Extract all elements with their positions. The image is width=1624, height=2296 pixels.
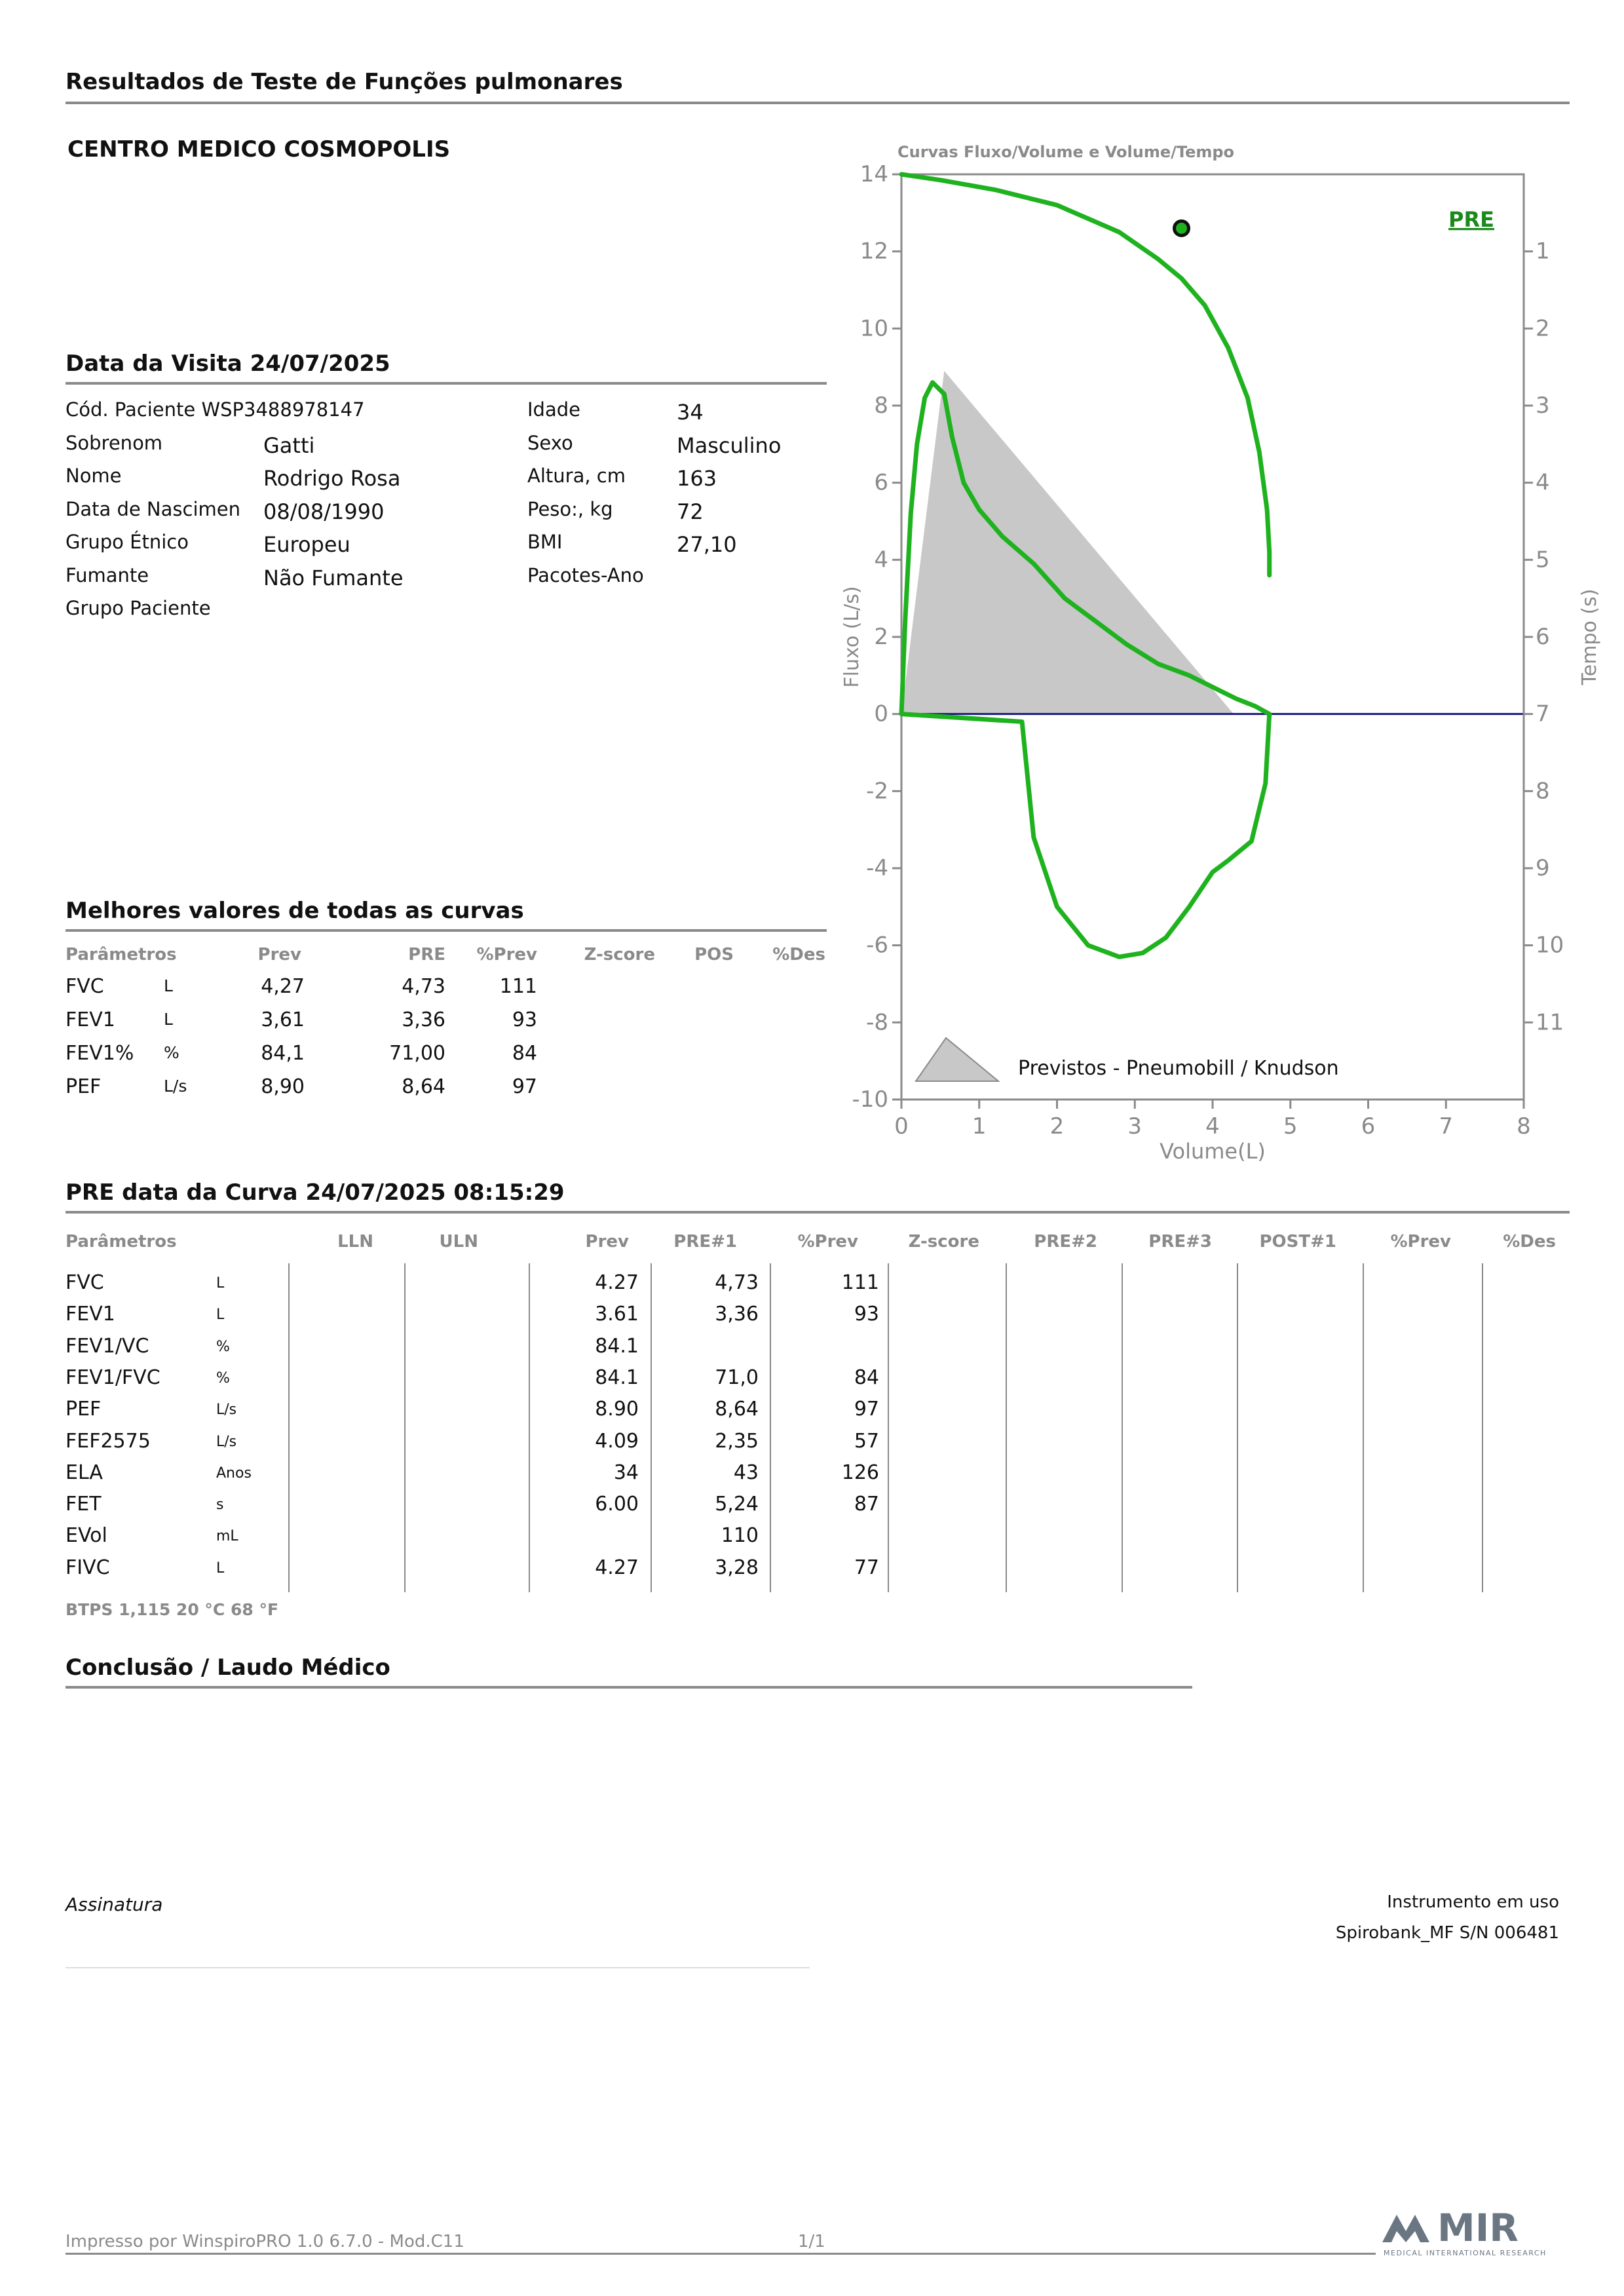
field-label: Nome: [66, 465, 122, 487]
param-unit: L/s: [216, 1402, 237, 1419]
column-header: Prev: [257, 945, 301, 965]
curve-title: PRE data da Curva 24/07/2025 08:15:29: [66, 1179, 565, 1206]
column-header: Parâmetros: [66, 1232, 177, 1252]
param-unit: L: [164, 976, 173, 995]
signature-line: [66, 1967, 810, 1968]
pct-prev-value: 84: [854, 1366, 879, 1389]
column-divider: [1006, 1263, 1007, 1592]
y2-tick-label: 7: [1536, 700, 1550, 727]
param-name: PEF: [66, 1075, 102, 1098]
pct-prev-value: 97: [512, 1075, 537, 1098]
column-header: %Prev: [1390, 1232, 1451, 1252]
field-value: 27,10: [677, 532, 737, 557]
legend-pre: PRE: [1448, 207, 1494, 232]
pct-prev-value: 77: [854, 1556, 879, 1579]
column-header: %Prev: [476, 945, 537, 965]
param-unit: L: [216, 1559, 225, 1577]
x-tick-label: 5: [1283, 1113, 1298, 1139]
pre-value: 8,64: [402, 1075, 445, 1098]
param-name: ELA: [66, 1461, 103, 1484]
column-header: Z-score: [584, 945, 655, 965]
x-tick-label: 1: [972, 1113, 987, 1139]
y2-tick-label: 3: [1536, 392, 1550, 419]
pct-prev-value: 126: [841, 1461, 879, 1484]
field-label: Sexo: [527, 431, 573, 454]
logo-subtext: MEDICAL INTERNATIONAL RESEARCH: [1384, 2249, 1547, 2257]
x-tick-label: 6: [1361, 1113, 1376, 1139]
field-label: Fumante: [66, 564, 149, 586]
pre1-value: 71,0: [715, 1366, 759, 1389]
signature-label: Assinatura: [66, 1894, 163, 1915]
param-name: FEV1%: [66, 1042, 134, 1065]
pre1-value: 4,73: [715, 1271, 759, 1294]
column-divider: [651, 1263, 652, 1592]
param-name: FIVC: [66, 1556, 110, 1579]
field-label: BMI: [527, 531, 563, 553]
field-label: Idade: [527, 398, 580, 421]
prev-value: 4.27: [595, 1271, 639, 1294]
y-tick-label: -4: [866, 855, 888, 881]
param-unit: %: [164, 1043, 179, 1062]
y2-tick-label: 5: [1536, 546, 1550, 573]
prev-value: 84.1: [595, 1366, 639, 1389]
conclusion-divider: [66, 1686, 1192, 1689]
y2-axis-label: Tempo (s): [1578, 588, 1601, 685]
pct-prev-value: 57: [854, 1429, 879, 1453]
field-label: Cód. Paciente WSP3488978147: [66, 398, 365, 421]
param-name: PEF: [66, 1398, 102, 1421]
y-axis-label: Fluxo (L/s): [840, 586, 863, 688]
param-name: FET: [66, 1493, 102, 1516]
column-divider: [404, 1263, 406, 1592]
pct-prev-value: 111: [841, 1271, 879, 1294]
param-unit: %: [216, 1369, 230, 1387]
param-name: EVol: [66, 1524, 107, 1548]
report-title: Resultados de Teste de Funções pulmonares: [66, 69, 623, 95]
prev-value: 3,61: [261, 1008, 305, 1031]
param-name: FEV1/FVC: [66, 1366, 161, 1389]
header-divider: [66, 102, 1570, 104]
center-name: CENTRO MEDICO COSMOPOLIS: [67, 136, 451, 163]
prev-value: 3.61: [595, 1303, 639, 1326]
prev-value: 4,27: [261, 975, 305, 998]
conclusion-title: Conclusão / Laudo Médico: [66, 1655, 390, 1681]
field-value: 34: [677, 400, 704, 425]
column-divider: [1237, 1263, 1238, 1592]
pre1-value: 43: [733, 1461, 759, 1484]
prev-value: 4.09: [595, 1429, 639, 1453]
pct-prev-value: 111: [499, 975, 537, 998]
column-header: Prev: [585, 1232, 629, 1252]
column-divider: [770, 1263, 771, 1592]
y2-tick-label: 4: [1536, 469, 1550, 496]
pre1-value: 8,64: [715, 1398, 759, 1421]
y-tick-label: 4: [874, 546, 888, 573]
y-tick-label: -6: [866, 932, 888, 959]
field-label: Sobrenom: [66, 431, 163, 454]
column-header: PRE#2: [1034, 1232, 1097, 1252]
pre-value: 3,36: [402, 1008, 445, 1031]
prev-value: 84,1: [261, 1042, 305, 1065]
column-header: POST#1: [1259, 1232, 1336, 1252]
y-tick-label: 12: [859, 238, 888, 265]
y-tick-label: 0: [874, 700, 888, 727]
y2-tick-label: 10: [1536, 932, 1564, 959]
y2-tick-label: 9: [1536, 855, 1550, 881]
x-tick-label: 3: [1127, 1113, 1142, 1139]
y-tick-label: 14: [859, 161, 888, 187]
x-tick-label: 8: [1517, 1113, 1531, 1139]
field-value: 72: [677, 499, 704, 524]
x-axis-label: Volume(L): [1160, 1139, 1266, 1164]
prev-value: 4.27: [595, 1556, 639, 1579]
curve-marker: [1175, 221, 1189, 235]
instrument-label: Instrumento em uso: [1387, 1892, 1559, 1912]
pre1-value: 3,36: [715, 1303, 759, 1326]
pct-prev-value: 93: [512, 1008, 537, 1031]
column-header: PRE#3: [1148, 1232, 1212, 1252]
param-name: FVC: [66, 975, 104, 998]
column-divider: [1122, 1263, 1123, 1592]
instrument-value: Spirobank_MF S/N 006481: [1335, 1923, 1559, 1943]
pre1-value: 5,24: [715, 1493, 759, 1516]
column-header: Parâmetros: [66, 945, 177, 965]
param-name: FEF2575: [66, 1429, 151, 1453]
field-label: Grupo Étnico: [66, 531, 189, 553]
column-divider: [529, 1263, 530, 1592]
chart-title: Curvas Fluxo/Volume e Volume/Tempo: [897, 143, 1235, 161]
field-value: Masculino: [677, 432, 782, 458]
visit-title: Data da Visita 24/07/2025: [66, 351, 390, 377]
y2-tick-label: 6: [1536, 624, 1550, 650]
x-tick-label: 2: [1049, 1113, 1065, 1139]
column-header: Z-score: [908, 1232, 979, 1252]
column-header: ULN: [439, 1232, 478, 1252]
pct-prev-value: 97: [854, 1398, 879, 1421]
printed-by: Impresso por WinspiroPRO 1.0 6.7.0 - Mod.C11: [66, 2232, 464, 2251]
pre1-value: 3,28: [715, 1556, 759, 1579]
prev-value: 8.90: [595, 1398, 639, 1421]
column-header: %Prev: [797, 1232, 858, 1252]
param-unit: s: [216, 1497, 224, 1514]
y-tick-label: 2: [874, 624, 888, 650]
column-header: POS: [694, 945, 734, 965]
pct-prev-value: 93: [854, 1303, 879, 1326]
pct-prev-value: 84: [512, 1042, 537, 1065]
column-divider: [1482, 1263, 1483, 1592]
field-label: Peso:, kg: [527, 497, 613, 520]
y-tick-label: 6: [874, 469, 888, 496]
param-unit: Anos: [216, 1464, 252, 1482]
y-tick-label: -8: [866, 1009, 888, 1036]
param-unit: L/s: [164, 1077, 187, 1096]
x-tick-label: 4: [1205, 1113, 1220, 1139]
x-tick-label: 7: [1439, 1113, 1454, 1139]
prev-value: 8,90: [261, 1075, 305, 1098]
prev-value: 6.00: [595, 1493, 639, 1516]
y2-tick-label: 1: [1536, 238, 1550, 265]
pre-value: 4,73: [402, 975, 445, 998]
x-tick-label: 0: [894, 1113, 909, 1139]
field-value: 08/08/1990: [263, 499, 385, 524]
pct-prev-value: 87: [854, 1493, 879, 1516]
pre1-value: 110: [721, 1524, 759, 1548]
column-divider: [288, 1263, 290, 1592]
logo-text: MIR: [1437, 2206, 1519, 2250]
param-unit: %: [216, 1338, 230, 1355]
column-header: PRE: [408, 945, 445, 965]
column-header: %Des: [772, 945, 825, 965]
prev-value: 84.1: [595, 1334, 639, 1358]
prev-value: 34: [613, 1461, 639, 1484]
footer-divider: [66, 2253, 1376, 2255]
param-unit: L: [164, 1010, 173, 1029]
param-unit: L: [216, 1275, 225, 1292]
field-label: Grupo Paciente: [66, 597, 211, 619]
y-tick-label: 10: [859, 315, 888, 342]
y-tick-label: 8: [874, 392, 888, 419]
curve-divider: [66, 1211, 1570, 1214]
column-divider: [1363, 1263, 1364, 1592]
field-value: Rodrigo Rosa: [263, 466, 401, 491]
flow-volume-chart: [819, 138, 1601, 1173]
param-name: FVC: [66, 1271, 104, 1294]
field-label: Altura, cm: [527, 465, 626, 487]
field-label: Data de Nascimen: [66, 497, 240, 520]
y2-tick-label: 8: [1536, 778, 1550, 805]
field-value: Europeu: [263, 532, 350, 557]
pre1-value: 2,35: [715, 1429, 759, 1453]
param-name: FEV1/VC: [66, 1334, 149, 1358]
param-unit: mL: [216, 1528, 238, 1545]
mir-logo: [1382, 2202, 1566, 2261]
y2-tick-label: 2: [1536, 315, 1550, 342]
column-header: LLN: [337, 1232, 373, 1252]
legend-pred-label: Previstos - Pneumobill / Knudson: [1018, 1057, 1339, 1080]
best-divider: [66, 929, 827, 932]
page-number: 1/1: [798, 2232, 825, 2251]
field-value: Não Fumante: [263, 565, 404, 590]
param-unit: L/s: [216, 1433, 237, 1450]
field-value: 163: [677, 466, 717, 491]
column-header: %Des: [1503, 1232, 1556, 1252]
param-name: FEV1: [66, 1303, 115, 1326]
best-title: Melhores valores de todas as curvas: [66, 898, 524, 924]
field-value: Gatti: [263, 432, 315, 458]
param-unit: L: [216, 1307, 225, 1324]
pre-value: 71,00: [389, 1042, 445, 1065]
btps-info: BTPS 1,115 20 °C 68 °F: [66, 1600, 279, 1619]
y-tick-label: -2: [866, 778, 888, 805]
param-name: FEV1: [66, 1008, 115, 1031]
visit-divider: [66, 382, 827, 385]
column-header: PRE#1: [673, 1232, 737, 1252]
y-tick-label: -10: [852, 1086, 888, 1113]
column-divider: [888, 1263, 889, 1592]
field-label: Pacotes-Ano: [527, 564, 644, 586]
y2-tick-label: 11: [1536, 1009, 1564, 1036]
